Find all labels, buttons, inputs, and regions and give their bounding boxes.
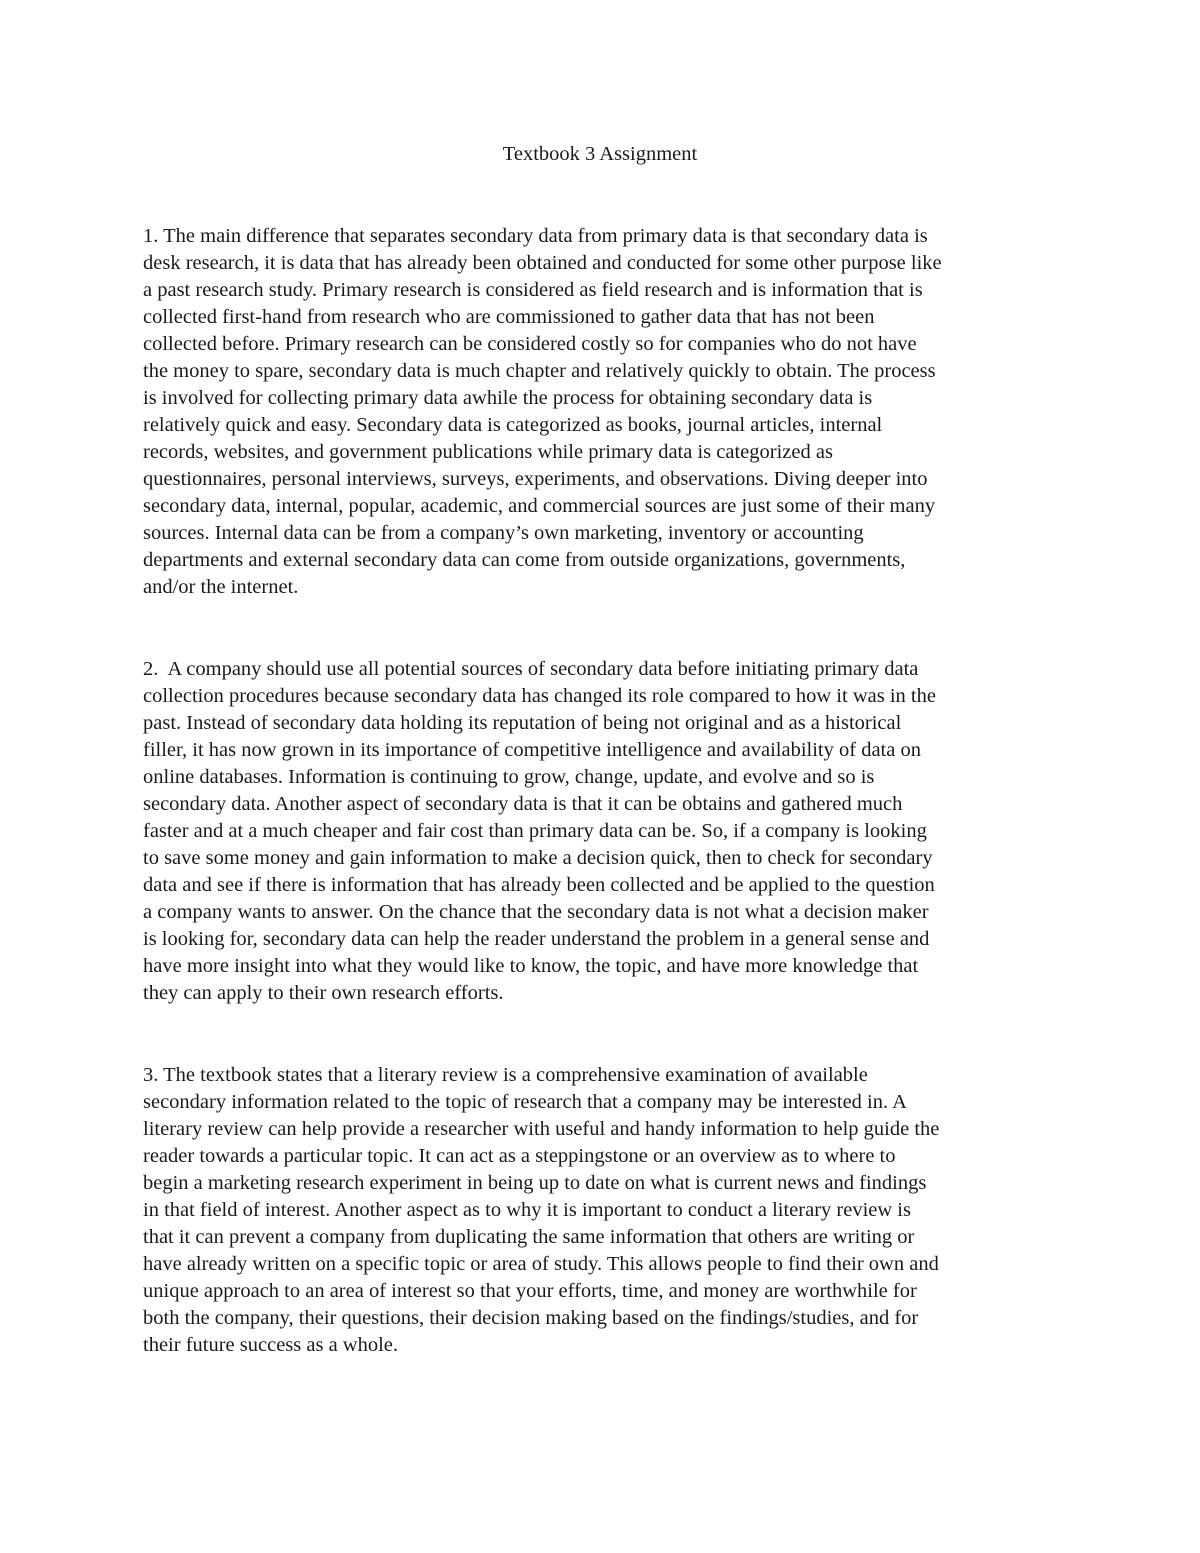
text-line: 1. The main difference that separates secondary data from primary data is that secondary data is — [143, 225, 928, 247]
text-line: reader towards a particular topic. It can act as a steppingstone or an overview as to where to — [143, 1145, 896, 1167]
text-line: have already written on a specific topic or area of study. This allows people to find their own and — [143, 1253, 939, 1275]
answer-2-paragraph — [143, 656, 1063, 1007]
text-line: filler, it has now grown in its importance of competitive intelligence and availability of data on — [143, 739, 921, 761]
text-line: collected before. Primary research can be considered costly so for companies who do not have — [143, 333, 917, 355]
text-line: 3. The textbook states that a literary review is a comprehensive examination of available — [143, 1064, 868, 1086]
text-line: data and see if there is information that has already been collected and be applied to the question — [143, 874, 935, 896]
text-line: the money to spare, secondary data is much chapter and relatively quickly to obtain. The process — [143, 360, 936, 382]
answer-1-paragraph — [143, 223, 1063, 601]
text-line: their future success as a whole. — [143, 1334, 399, 1356]
text-line: begin a marketing research experiment in being up to date on what is current news and findings — [143, 1172, 927, 1194]
text-line: faster and at a much cheaper and fair cost than primary data can be. So, if a company is looking — [143, 820, 927, 842]
text-line: is looking for, secondary data can help the reader understand the problem in a general sense and — [143, 928, 930, 950]
text-line: secondary information related to the topic of research that a company may be interested in. A — [143, 1091, 907, 1113]
text-line: online databases. Information is continuing to grow, change, update, and evolve and so is — [143, 766, 875, 788]
text-line: secondary data, internal, popular, academic, and commercial sources are just some of their many — [143, 495, 936, 517]
text-line: secondary data. Another aspect of secondary data is that it can be obtains and gathered much — [143, 793, 903, 815]
text-line: is involved for collecting primary data awhile the process for obtaining secondary data is — [143, 387, 873, 409]
text-line: sources. Internal data can be from a company’s own marketing, inventory or accounting — [143, 522, 864, 544]
text-line: to save some money and gain information to make a decision quick, then to check for secondary — [143, 847, 933, 869]
text-line: desk research, it is data that has already been obtained and conducted for some other purpose like — [143, 252, 942, 274]
text-line: relatively quick and easy. Secondary data is categorized as books, journal articles, internal — [143, 414, 883, 436]
text-line: they can apply to their own research efforts. — [143, 982, 504, 1004]
text-line: both the company, their questions, their decision making based on the findings/studies, and for — [143, 1307, 919, 1329]
text-line: collection procedures because secondary data has changed its role compared to how it was in the — [143, 685, 936, 707]
text-line: records, websites, and government publications while primary data is categorized as — [143, 441, 833, 463]
text-line: literary review can help provide a researcher with useful and handy information to help guide the — [143, 1118, 940, 1140]
text-line: have more insight into what they would like to know, the topic, and have more knowledge that — [143, 955, 919, 977]
text-line: unique approach to an area of interest so that your efforts, time, and money are worthwhile for — [143, 1280, 917, 1302]
text-line: questionnaires, personal interviews, surveys, experiments, and observations. Diving deeper into — [143, 468, 928, 490]
text-line: in that field of interest. Another aspect as to why it is important to conduct a literary review is — [143, 1199, 911, 1221]
text-line: a company wants to answer. On the chance that the secondary data is not what a decision maker — [143, 901, 929, 923]
text-line: collected first-hand from research who are commissioned to gather data that has not been — [143, 306, 875, 328]
text-line: past. Instead of secondary data holding its reputation of being not original and as a historical — [143, 712, 902, 734]
text-line: and/or the internet. — [143, 576, 299, 598]
page-title: Textbook 3 Assignment — [502, 143, 698, 165]
text-line: that it can prevent a company from duplicating the same information that others are writing or — [143, 1226, 915, 1248]
text-line: 2. A company should use all potential sources of secondary data before initiating primary data — [143, 658, 919, 680]
text-line: departments and external secondary data can come from outside organizations, governments, — [143, 549, 906, 571]
text-line: a past research study. Primary research is considered as field research and is information that is — [143, 279, 923, 301]
answer-3-paragraph — [143, 1062, 1063, 1359]
